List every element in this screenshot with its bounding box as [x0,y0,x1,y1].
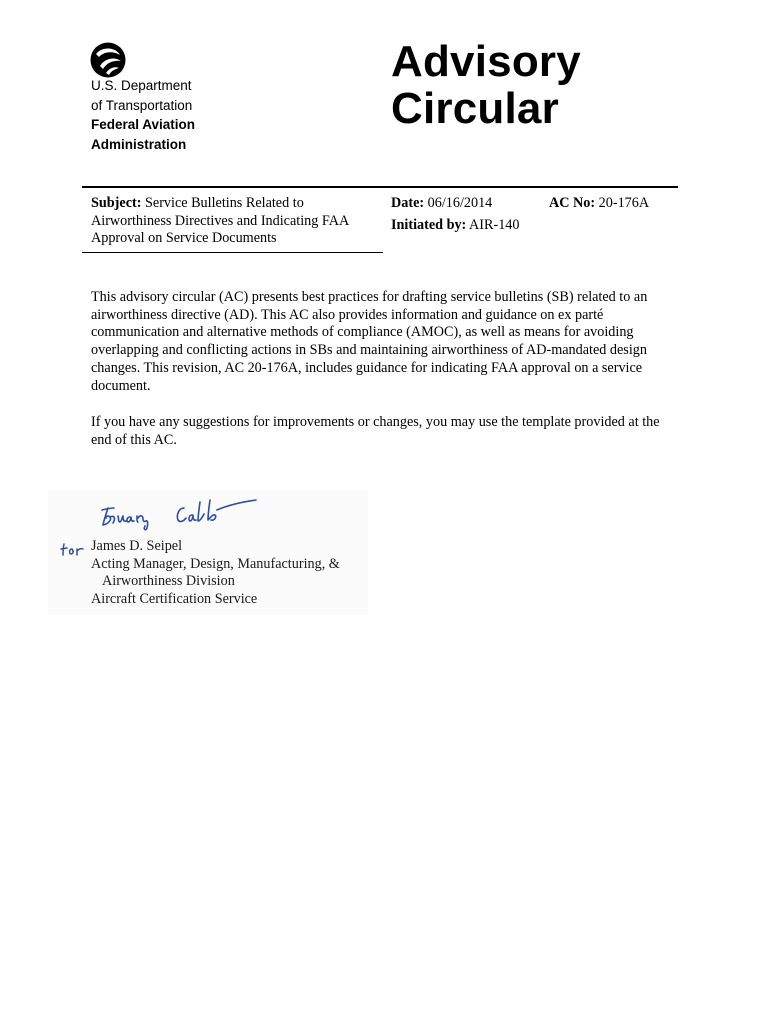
subject-label: Subject: [91,195,142,211]
initiated-label: Initiated by: [391,217,467,233]
agency-line-2: Administration [91,136,187,152]
date-field [391,195,492,213]
dept-line-1: U.S. Department [91,78,192,93]
subject-field [91,195,381,248]
signer-block [91,538,340,609]
title-line-2: Circular [391,84,559,133]
dot-seal-icon [90,42,126,78]
agency-block [91,76,195,154]
initiated-by-field [391,217,520,235]
title-line-1: Advisory [391,37,581,86]
handwritten-signature [96,494,266,534]
dept-line-2: of Transportation [91,97,193,113]
acno-label: AC No: [549,195,596,211]
date-value: 06/16/2014 [427,195,493,211]
initiated-value: AIR-140 [469,217,520,233]
signer-title-line-3: Aircraft Certification Service [91,591,258,608]
for-mark [60,538,86,558]
document-title [391,38,581,132]
subject-value: Service Bulletins Related to Airworthiness Directives and Indicating FAA Approval on Service Documents [91,195,349,247]
agency-line-1: Federal Aviation [91,117,196,132]
acno-value: 20-176A [598,195,650,211]
signer-title-line-1: Acting Manager, Design, Manufacturing, & [91,555,340,572]
ac-number-field [549,195,649,213]
signer-name: James D. Seipel [91,538,183,554]
subject-divider [82,252,383,253]
header-divider [82,186,678,188]
signer-title-line-2: Airworthiness Division [102,573,235,590]
body-paragraph-2: If you have any suggestions for improvements or changes, you may use the template provided at the end of this AC. [91,414,660,448]
date-label: Date: [391,195,425,211]
body-paragraph-1: This advisory circular (AC) presents best practices for drafting service bulletins (SB) related to an airworthiness directive (AD). This AC also provides information and guidance on ex parté communication and alternative methods of compliance (AMOC), as well as means for avoiding overlapping and conflicting actions in SBs and maintaining airworthiness of AD-mandated design changes. This revision, AC 20-176A, includes guidance for indicating FAA approval on a service document. [91,289,648,394]
